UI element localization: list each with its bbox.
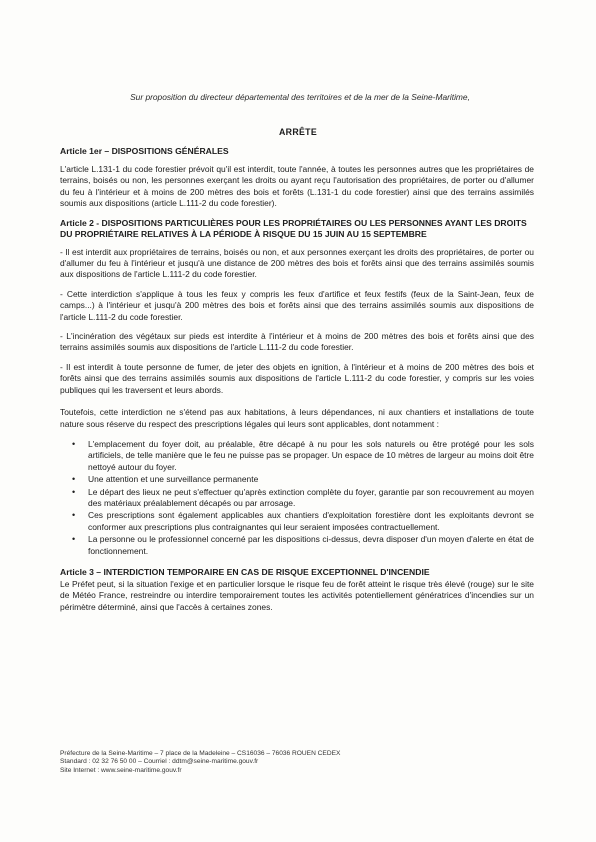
article-1-title: Article 1er – DISPOSITIONS GÉNÉRALES [60, 146, 229, 156]
article-2-paragraph: - Il est interdit à toute personne de fumer, de jeter des objets en ignition, à l'intérieur et à moins de 200 mètres des bois et forêts ainsi que des terrains assimilés soumis aux dispositions de l'article L.111-2 du code forestier, y compris sur les voies publiques qui les traversent et leurs abords. [60, 361, 534, 395]
article-3 [60, 567, 534, 613]
document-body [60, 146, 534, 621]
list-item: • La personne ou le professionnel concerné par les dispositions ci-dessus, devra disposer d'un moyen d'alerte en état de fonctionnement. [72, 534, 534, 556]
list-item: • Le départ des lieux ne peut s'effectuer qu'après extinction complète du foyer, garantie par son recouvrement au moyen des matériaux préalablement décapés ou par arrosage. [72, 486, 534, 508]
list-item: • L'emplacement du foyer doit, au préalable, être décapé à nu pour les sols naturels ou être protégé pour les sols artificiels, de telle manière que le feu ne puisse pas se propager. Un espace de 10 mètres de largeur au moins doit être nettoyé autour du foyer. [72, 438, 534, 472]
preamble: Sur proposition du directeur départemental des territoires et de la mer de la Seine-Maritime, [130, 92, 470, 102]
article-1-paragraph: L'article L.131-1 du code forestier prévoit qu'il est interdit, toute l'année, à toutes les personnes autres que les propriétaires de terrains, boisés ou non, les personnes exerçant les droits ou ayant reçu l'autorisation des propriétaires, de porter ou d'allumer du feu à l'intérieur et à moins de 200 mètres des bois et forêts (L.131-1 du code forestier) ainsi que des terrains assimilés soumis aux dispositions (article L.111-2 du code forestier). [60, 164, 534, 209]
prescriptions-list [60, 439, 534, 557]
bullet-icon: • [72, 510, 76, 521]
article-3-title: Article 3 – INTERDICTION TEMPORAIRE EN CAS DE RISQUE EXCEPTIONNEL D'INCENDIE [60, 566, 430, 577]
page-footer [60, 750, 480, 775]
list-item: • Une attention et une surveillance permanente [72, 474, 259, 485]
article-2-title: Article 2 - DISPOSITIONS PARTICULIÈRES POUR LES PROPRIÉTAIRES OU LES PERSONNES AYANT LES DROITS DU PROPRIÉTAIRE RELATIVES À LA PÉRIODE À RISQUE DU 15 JUIN AU 15 SEPTEMBRE [60, 217, 527, 239]
list-item: • Ces prescriptions sont également applicables aux chantiers d'exploitation forestière dont les exploitants devront se conformer aux prescriptions plus contraignantes qui leur seraient imposées contractuellement. [72, 510, 534, 532]
footer-website: Site Internet : www.seine-maritime.gouv.fr [60, 766, 182, 774]
article-2 [60, 218, 534, 557]
article-2-paragraph: - Cette interdiction s'applique à tous les feux y compris les feux d'artifice et feux festifs (feux de la Saint-Jean, feux de camps...) à l'intérieur et jusqu'à 200 mètres des bois et forêts ainsi que des terrains assimilés soumis aux dispositions de l'article L.111-2 du code forestier. [60, 288, 534, 322]
bullet-icon: • [72, 438, 76, 449]
article-2-paragraph: - L'incinération des végétaux sur pieds est interdite à l'intérieur et à moins de 200 mètres des bois et forêts ainsi que des terrains assimilés soumis aux dispositions de l'article L.111-2 du code forestier. [60, 331, 534, 353]
bullet-icon: • [72, 486, 76, 497]
footer-contact: Standard : 02 32 76 50 00 – Courriel : ddtm@seine-maritime.gouv.fr [60, 758, 259, 766]
article-1 [60, 146, 534, 210]
bullet-icon: • [72, 474, 76, 485]
decree-heading: ARRÊTE [279, 127, 317, 137]
article-2-paragraph: - Il est interdit aux propriétaires de terrains, boisés ou non, et aux personnes exerçant les droits des propriétaires, de porter ou d'allumer du feu à l'intérieur et jusqu'à une distance de 200 mètres des bois et forêts ainsi que des terrains assimilés soumis aux dispositions de l'article L.111-2 du code forestier. [60, 246, 534, 280]
article-3-paragraph: Le Préfet peut, si la situation l'exige et en particulier lorsque le risque feu de forêt atteint le risque très élevé (rouge) sur le site de Météo France, restreindre ou interdire temporairement toutes les activités potentiellement génératrices d'incendies sur un périmètre déterminé, ainsi que l'accès à certaines zones. [60, 578, 534, 612]
article-2-exception-intro: Toutefois, cette interdiction ne s'étend pas aux habitations, à leurs dépendances, ni aux chantiers et installations de toute nature sous réserve du respect des prescriptions légales qui leurs sont applicables, dont notamment : [60, 407, 534, 429]
bullet-icon: • [72, 534, 76, 545]
footer-address: Préfecture de la Seine-Maritime – 7 place de la Madeleine – CS16036 – 76036 ROUEN CEDEX [60, 750, 341, 757]
